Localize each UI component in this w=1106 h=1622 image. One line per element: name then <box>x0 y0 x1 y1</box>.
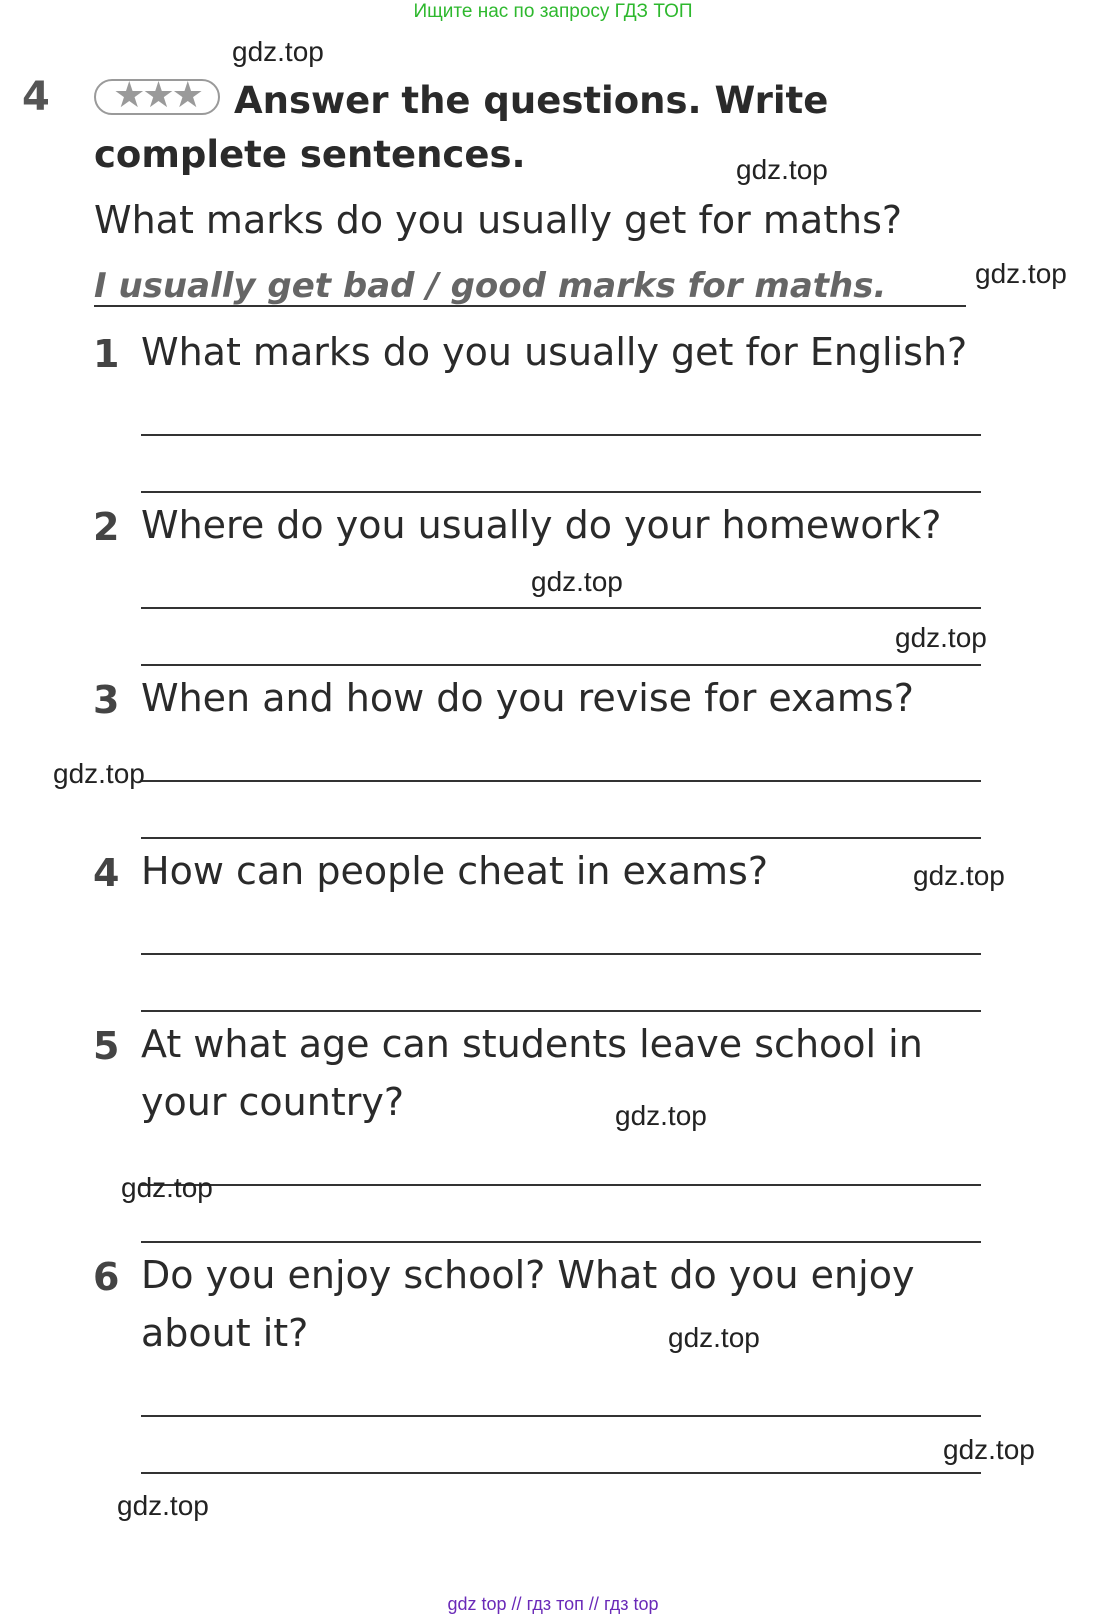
question-number: 3 <box>93 678 120 722</box>
footer-link[interactable]: гдз top <box>603 1594 659 1614</box>
exercise-number: 4 <box>22 74 50 120</box>
watermark: gdz.top <box>53 758 145 789</box>
answer-line[interactable] <box>141 780 981 782</box>
question-text-line1: At what age can students leave school in <box>141 1022 923 1066</box>
answer-line[interactable] <box>141 1010 981 1012</box>
footer-link[interactable]: гдз топ <box>526 1594 584 1614</box>
watermark: gdz.top <box>736 154 828 185</box>
watermark: gdz.top <box>531 566 623 597</box>
watermark: gdz.top <box>121 1172 213 1203</box>
exercise-instruction: Answer the questions. Write complete sentences. <box>94 79 829 176</box>
example-question: What marks do you usually get for maths? <box>94 198 903 242</box>
watermark: gdz.top <box>615 1100 707 1131</box>
watermark: gdz.top <box>232 36 324 67</box>
question-number: 1 <box>93 332 120 376</box>
answer-line[interactable] <box>141 664 981 666</box>
question-number: 5 <box>93 1024 120 1068</box>
question-number: 4 <box>93 851 120 895</box>
footer-separator: // <box>588 1594 599 1614</box>
question-number: 6 <box>93 1255 120 1299</box>
answer-line[interactable] <box>141 953 981 955</box>
answer-line[interactable] <box>141 1472 981 1474</box>
question-text: What marks do you usually get for English? <box>141 330 968 374</box>
watermark: gdz.top <box>668 1322 760 1353</box>
watermark: gdz.top <box>895 622 987 653</box>
example-answer-line <box>94 305 966 307</box>
question-text-line2: about it? <box>141 1311 309 1355</box>
question-text-line1: Do you enjoy school? What do you enjoy <box>141 1253 915 1297</box>
answer-line[interactable] <box>141 434 981 436</box>
question-number: 2 <box>93 505 120 549</box>
footer-link[interactable]: gdz top <box>447 1594 507 1614</box>
answer-line[interactable] <box>141 1184 981 1186</box>
question-text: When and how do you revise for exams? <box>141 676 914 720</box>
question-text: Where do you usually do your homework? <box>141 503 942 547</box>
footer-separator: // <box>511 1594 522 1614</box>
header-banner[interactable]: Ищите нас по запросу ГДЗ ТОП <box>413 1 693 22</box>
answer-line[interactable] <box>141 491 981 493</box>
answer-line[interactable] <box>141 607 981 609</box>
example-answer: I usually get bad / good marks for maths. <box>94 266 887 306</box>
watermark: gdz.top <box>117 1490 209 1521</box>
answer-line[interactable] <box>141 837 981 839</box>
question-text-line2: your country? <box>141 1080 405 1124</box>
question-text: How can people cheat in exams? <box>141 849 769 893</box>
watermark: gdz.top <box>975 258 1067 289</box>
footer-links <box>0 1594 1106 1615</box>
answer-line[interactable] <box>141 1415 981 1417</box>
answer-line[interactable] <box>141 1241 981 1243</box>
difficulty-stars-icon: ★★★ <box>94 79 220 115</box>
watermark: gdz.top <box>913 860 1005 891</box>
watermark: gdz.top <box>943 1434 1035 1465</box>
